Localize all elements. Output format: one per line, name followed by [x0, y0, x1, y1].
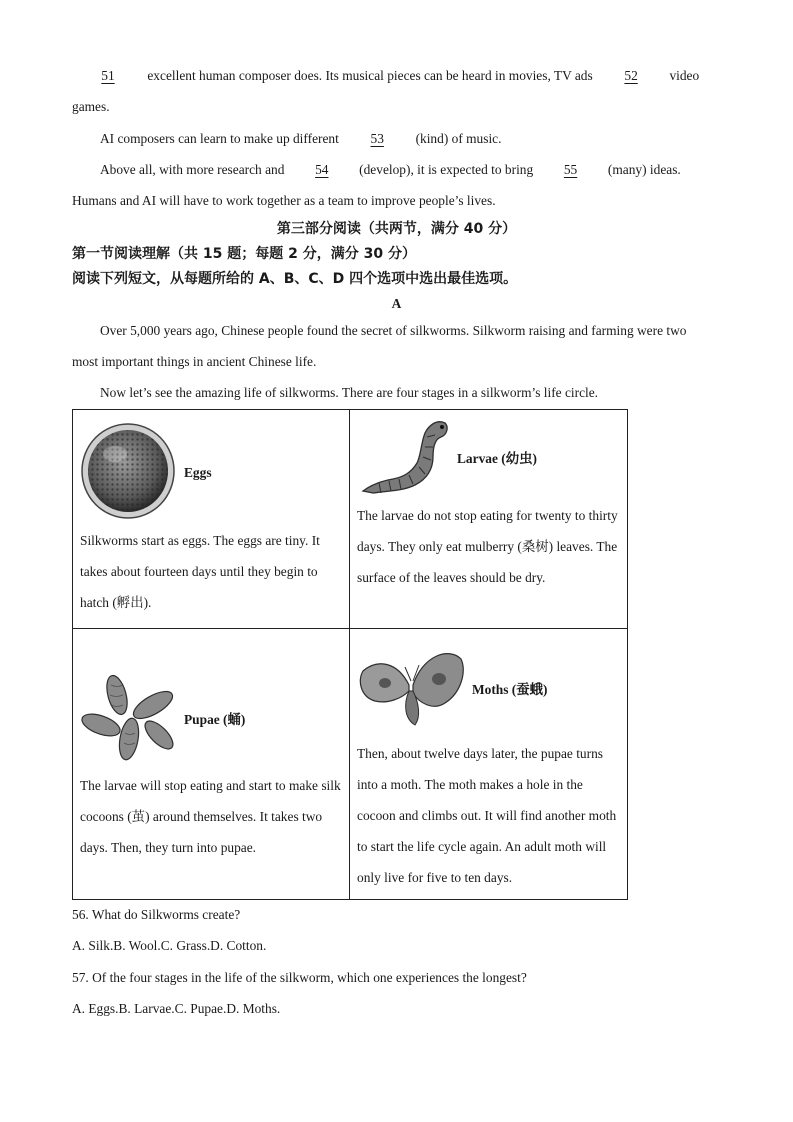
larvae-image — [359, 415, 451, 495]
eggs-cell — [73, 410, 350, 629]
passage-line-1 — [72, 66, 723, 86]
passage-line-5: Humans and AI will have to work together as a team to improve people’s lives. — [72, 193, 496, 208]
moths-cell — [350, 629, 627, 899]
blank-52: 52 — [624, 68, 638, 83]
passage-line-2: games. — [72, 99, 110, 114]
blank-51: 51 — [101, 68, 115, 83]
passage-a-p2: Now let’s see the amazing life of silkworms. There are four stages in a silkworm’s life circle. — [100, 385, 599, 400]
passage-label: A — [391, 296, 402, 311]
pupae-title: Pupae (蛹) — [184, 712, 246, 727]
passage-line-4 — [100, 160, 723, 180]
larvae-title: Larvae (幼虫) — [457, 451, 537, 466]
blank-54: 54 — [315, 162, 329, 177]
line1-text: excellent human composer does. Its musical pieces can be heard in movies, TV ads — [147, 68, 593, 83]
pupae-image — [79, 673, 181, 761]
passage-line-3 — [100, 129, 723, 149]
instructions-heading: 阅读下列短文，从每题所给的 A、B、C、D 四个选项中选出最佳选项。 — [72, 271, 518, 287]
eggs-title: Eggs — [184, 465, 212, 480]
line1-end: video — [669, 68, 700, 83]
line4-mid: (develop), it is expected to bring — [359, 162, 534, 177]
pupae-text: The larvae will stop eating and start to make silk cocoons (茧) around themselves. It takes two days. Then, they turn into pupae. — [80, 778, 341, 855]
section1-heading: 第一节阅读理解（共 15 题；每题 2 分，满分 30 分） — [72, 246, 416, 262]
passage-a-p1-line1: Over 5,000 years ago, Chinese people found the secret of silkworms. Silkworm raising and farming were two — [100, 323, 687, 338]
question-56-options: A. Silk.B. Wool.C. Grass.D. Cotton. — [72, 938, 267, 953]
eggs-image — [80, 422, 176, 520]
moths-image — [357, 641, 467, 729]
eggs-text: Silkworms start as eggs. The eggs are tiny. It takes about fourteen days until they begin to hatch (孵出). — [80, 533, 320, 610]
question-57: 57. Of the four stages in the life of the silkworm, which one experiences the longest? — [72, 970, 527, 985]
larvae-text: The larvae do not stop eating for twenty to thirty days. They only eat mulberry (桑树) leaves. The surface of the leaves should be dry. — [357, 508, 618, 585]
moths-text: Then, about twelve days later, the pupae turns into a moth. The moth makes a hole in the cocoon and climbs out. It will find another moth to start the life cycle again. An adult moth will only live for five to ten days. — [357, 746, 617, 885]
pupae-cell — [73, 629, 350, 899]
line4-start: Above all, with more research and — [100, 162, 285, 177]
larvae-cell — [350, 410, 627, 629]
question-57-options: A. Eggs.B. Larvae.C. Pupae.D. Moths. — [72, 1001, 281, 1016]
passage-a-p1-line2: most important things in ancient Chinese life. — [72, 354, 317, 369]
line4-end: (many) ideas. — [607, 162, 681, 177]
part3-heading: 第三部分阅读（共两节，满分 40 分） — [276, 221, 517, 237]
blank-53: 53 — [370, 131, 384, 146]
line3-start: AI composers can learn to make up different — [100, 131, 339, 146]
line3-end: (kind) of music. — [415, 131, 502, 146]
question-56: 56. What do Silkworms create? — [72, 907, 241, 922]
moths-title: Moths (蚕蛾) — [472, 682, 548, 697]
blank-55: 55 — [563, 162, 578, 177]
life-cycle-table — [72, 409, 628, 900]
